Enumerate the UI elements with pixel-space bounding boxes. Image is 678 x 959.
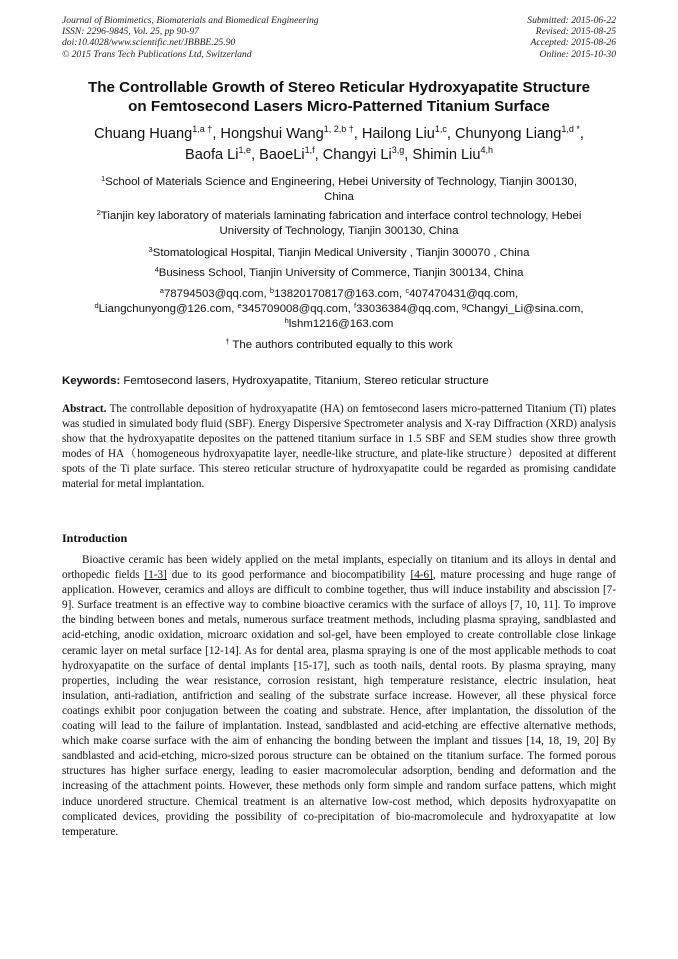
affiliation-line: [60, 175, 618, 190]
author-affil-mark: 4,h: [480, 145, 493, 155]
author-affil-mark: 3,g: [391, 145, 405, 155]
author-name: BaoeLi: [259, 147, 305, 163]
affiliation-number: 3: [148, 245, 153, 254]
email-mark: f: [353, 301, 357, 310]
citation-link[interactable]: [4-6]: [410, 569, 433, 582]
author-line-1: [40, 124, 638, 145]
affiliation-text: Stomatological Hospital, Tianjin Medical University , Tianjin 300070 , China: [152, 247, 530, 259]
issn-volume: ISSN: 2296-9845, Vol. 25, pp 90-97: [62, 26, 199, 38]
email-link[interactable]: Changyi_Li@sina.com,: [466, 303, 584, 315]
body-text: due to its good performance and biocompatibility: [166, 569, 411, 582]
author-list: [40, 124, 638, 166]
abstract: [62, 402, 616, 493]
accepted-date: Accepted: 2015-08-26: [530, 37, 616, 49]
email-link[interactable]: 13820170817@163.com,: [274, 288, 403, 300]
author-affil-mark: 1,f: [304, 145, 315, 155]
email-link[interactable]: 33036384@qq.com,: [356, 303, 459, 315]
revised-date: Revised: 2015-08-25: [535, 26, 616, 38]
author-name: Baofa Li: [184, 147, 239, 163]
copyright: © 2015 Trans Tech Publications Ltd, Switzerland: [62, 48, 252, 60]
author-separator: ,: [579, 126, 584, 142]
affiliation-3: [60, 246, 618, 261]
affiliation-2: [60, 209, 618, 239]
email-list: [60, 287, 618, 332]
author-name: Changyi Li: [322, 147, 392, 163]
author-affil-mark: 1,a †: [192, 124, 213, 134]
email-line: [60, 287, 618, 302]
email-mark: h: [284, 316, 289, 325]
author-name: Hongshui Wang: [220, 126, 324, 142]
dagger-mark: †: [225, 337, 230, 346]
author-line-2: [40, 145, 638, 166]
title-line-1: The Controllable Growth of Stereo Reticular Hydroxyapatite Structure: [87, 79, 591, 96]
email-mark: g: [462, 301, 467, 310]
affiliation-1: [60, 175, 618, 205]
citation-link[interactable]: [1-3]: [144, 569, 167, 582]
affiliation-number: 1: [100, 174, 106, 183]
author-separator: ,: [353, 126, 362, 142]
online-date: Online: 2015-10-30: [539, 48, 616, 60]
body-text: , mature processing and huge range of application. However, ceramics and alloys are difficult to combine together, thus will induce instability and abscission [7-9]. Surface treatment is an effective way to combine bioactive ceramics with the surface of alloys [7, 10, 11]. To improve the binding between bones and metals, numerous surface treatment methods, including plasma spraying, sandblasted and acid-etching, anodic oxidation, microarc oxidation and sol-gel, have been employed to create controllable close linkage ceramic layer on metal surface [12-14]. As for dental area, plasma spraying is one of the most applicable methods to coat hydroxyapatite on the surface of dental implants [15-17], such as tooth nails, dental roots. By plasma spraying, many properties, including the wear resistance, corrosion resistant, high temperature resistance, electric insulation, heat insulation, anti-radiation, antifriction and sealing of the substrate surface increase. However, all these physical force coatings exhibit poor conjugation between the coating and substrate. Hence, after implantation, the dissolution of the coating will lead to the failure of implantation. Instead, sandblasted and acid-etching are effective alternative methods, which make coarse surface with the aim of enhancing the bonding between the implant and tissues [14, 18, 19, 20] By sandblasted and acid-etching, micro-sized porous structure can be obtained on the titanium surface. The formed porous structures has higher surface energy, leading to easier macromolecular adsorption, bending and deformation and the increasing of the attachment points. However, these methods only form simple and random surface pattens, which might induce unordered structure. Chemical treatment is an alternative low-cost method, which deposits hydroxyapatite on complicated devices, providing the possibility of co-precipitation of bio-macromolecule and hydroxyapatite at low temperature.: [62, 569, 616, 838]
affiliation-text: China: [324, 191, 354, 203]
title-line-2: on Femtosecond Lasers Micro-Patterned Titanium Surface: [128, 98, 550, 115]
affiliation-text: University of Technology, Tianjin 300130, China: [219, 225, 459, 237]
email-link[interactable]: lshm1216@163.com: [288, 318, 394, 330]
author-name: Shimin Liu: [412, 147, 481, 163]
journal-name: Journal of Biomimetics, Biomaterials and Biomedical Engineering: [62, 15, 319, 26]
email-mark: c: [405, 286, 410, 295]
author-separator: ,: [446, 126, 456, 142]
affiliation-number: 4: [154, 265, 159, 274]
affiliation-text: School of Materials Science and Engineering, Hebei University of Technology, Tianjin 300130,: [105, 176, 578, 188]
author-affil-mark: 1,e: [238, 145, 252, 155]
journal-header: [62, 15, 616, 60]
equal-contribution-note: [60, 338, 618, 353]
journal-info: [62, 15, 319, 60]
author-name: Chuang Huang: [94, 126, 193, 142]
dates-info: [527, 15, 616, 60]
affiliation-4: [60, 266, 618, 281]
introduction-body: [62, 553, 616, 840]
paper-title: [40, 78, 638, 116]
body-text: Bioactive ceramic has been widely applied on the metal implants, especially on titanium and its alloys in dental and orthopedic fields: [62, 554, 616, 582]
affiliation-text: Business School, Tianjin University of Commerce, Tianjin 300134, China: [158, 267, 524, 279]
email-mark: e: [237, 301, 242, 310]
affiliation-number: 2: [96, 208, 101, 217]
author-affil-mark: 1,c: [434, 124, 447, 134]
doi: doi:10.4028/www.scientific.net/JBBBE.25.90: [62, 37, 236, 49]
email-line: [60, 317, 618, 332]
abstract-text: The controllable deposition of hydroxyapatite (HA) on femtosecond lasers micro-patterned Titanium (Ti) plates was studied in simulated body fluid (SBF). Energy Dispersive Spectrometer analysis and X-ray Diffraction (XRD) analysis show that the hydroxyapatite deposites on the pattened titanium surface in 1.5 SBF and SEM studies show three growth modes of HA（homogeneous hydroxyapatite layer, needle-like structure, and plate-like structure）deposited at different spots of the Ti plate surface. This stereo reticular structure of hydroxyapatite could be regarded as promising candidate material for metal implantation.: [62, 403, 616, 491]
email-link[interactable]: 407470431@qq.com,: [409, 288, 519, 300]
author-affil-mark: 1,d *: [561, 124, 580, 134]
submitted-date: Submitted: 2015-06-22: [527, 15, 616, 26]
email-mark: a: [159, 286, 164, 295]
abstract-label: Abstract.: [62, 403, 107, 415]
email-link[interactable]: 345709008@qq.com,: [241, 303, 351, 315]
author-separator: ,: [251, 147, 260, 163]
keywords: [62, 374, 616, 389]
author-separator: ,: [212, 126, 221, 142]
keywords-text: Femtosecond lasers, Hydroxyapatite, Titanium, Stereo reticular structure: [120, 375, 489, 387]
author-affil-mark: 1, 2,b †: [323, 124, 354, 134]
affiliation-text: Tianjin key laboratory of materials laminating fabrication and interface control technology, Hebei: [100, 210, 582, 222]
email-mark: b: [269, 286, 275, 295]
author-name: Hailong Liu: [361, 126, 435, 142]
email-link[interactable]: Liangchunyong@126.com,: [98, 303, 235, 315]
author-name: Chunyong Liang: [455, 126, 562, 142]
author-separator: ,: [314, 147, 323, 163]
email-line: [60, 302, 618, 317]
keywords-label: Keywords:: [62, 375, 121, 387]
footnote-text: The authors contributed equally to this work: [229, 339, 453, 351]
email-link[interactable]: 78794503@qq.com,: [163, 288, 267, 300]
introduction-heading: Introduction: [62, 531, 128, 545]
affiliation-line: [60, 209, 618, 224]
author-separator: ,: [404, 147, 413, 163]
email-mark: d: [94, 301, 99, 310]
